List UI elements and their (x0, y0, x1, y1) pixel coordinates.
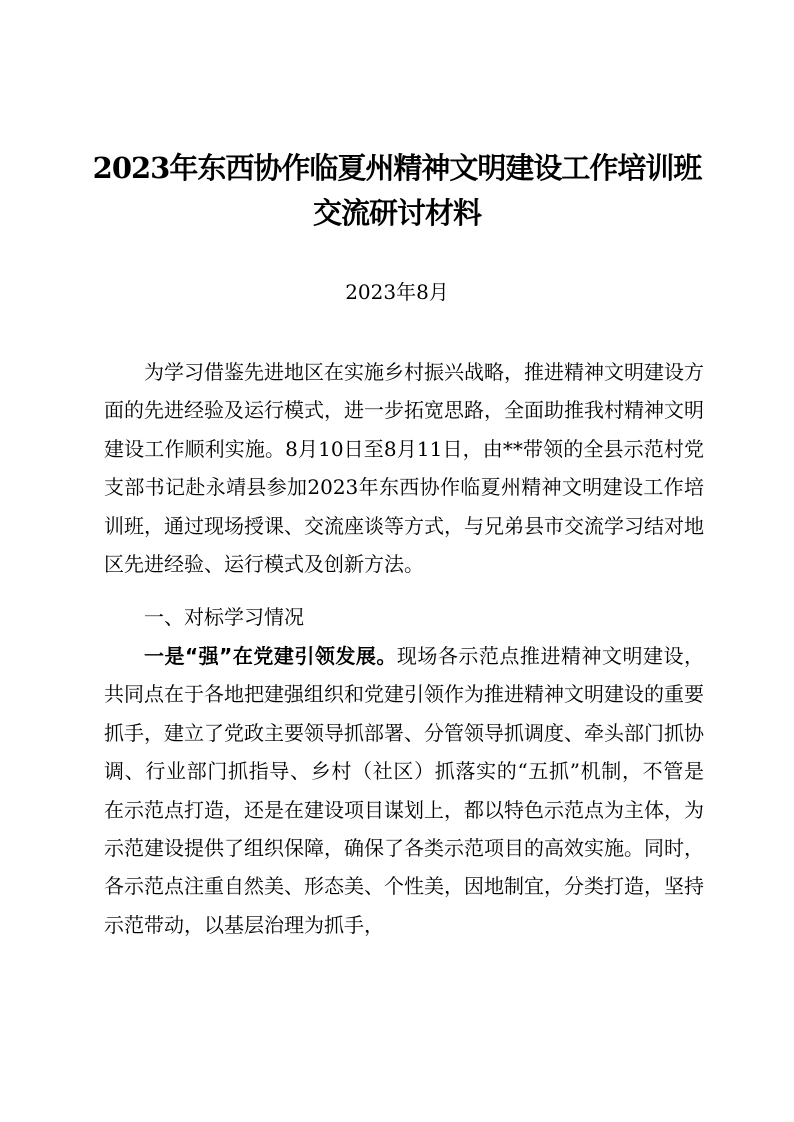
intro-paragraph: 为学习借鉴先进地区在实施乡村振兴战略，推进精神文明建设方面的先进经验及运行模式，进一步拓宽思路，全面助推我村精神文明建设工作顺利实施。8月10日至8月11日，由**带领的全县示范村党支部书记赴永靖县参加2023年东西协作临夏州精神文明建设工作培训班，通过现场授课、交流座谈等方式，与兄弟县市交流学习结对地区先进经验、运行模式及创新方法。 (104, 360, 704, 577)
document-date: 2023年8月 (345, 280, 449, 304)
point1-body: 现场各示范点推进精神文明建设，共同点在于各地把建强组织和党建引领作为推进精神文明建设的重要抓手，建立了党政主要领导抓部署、分管领导抓调度、牵头部门抓协调、行业部门抓指导、乡村（社区）抓落实的“五抓”机制，不管是在示范点打造，还是在建设项目谋划上，都以 (104, 644, 704, 822)
document-title-line2: 交流研讨材料 (312, 196, 481, 230)
point1-continuation: 特色示范点为主体，为示范建设提供了组织保障，确保了各类示范项目的高效实施。同时，各示范点注重自然美、形态美、个性美，因地制宜，分类打造，坚持示范带动，以基层治理为抓手， (104, 797, 704, 937)
section-heading: 一、对标学习情况 (144, 605, 304, 629)
point1-lead: 一是“强”在党建引领发展。 (144, 644, 397, 668)
point1-paragraph (104, 637, 704, 944)
document-title-line1: 2023年东西协作临夏州精神文明建设工作培训班 (92, 151, 702, 185)
